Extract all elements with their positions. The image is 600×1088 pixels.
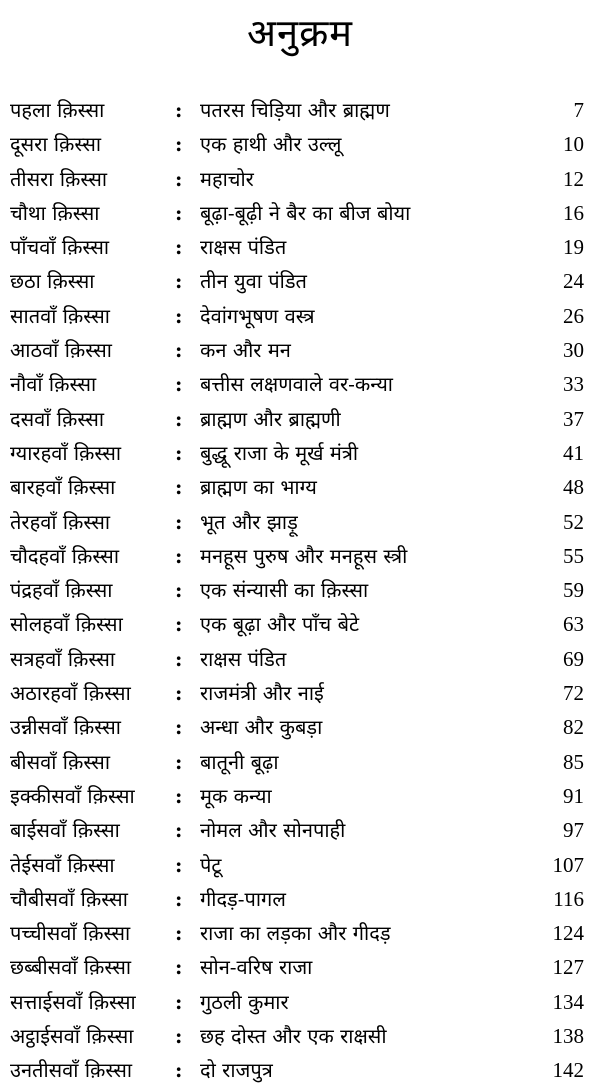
toc-entry-label: पाँचवाँ क़िस्सा [10, 235, 110, 260]
toc-entry-label: नौवाँ क़िस्सा [10, 372, 97, 397]
toc-entry [0, 916, 600, 950]
toc-entry-page-number: 124 [552, 921, 584, 946]
toc-entry-label: चौबीसवाँ क़िस्सा [10, 886, 128, 911]
toc-entry-label: पच्चीसवाँ क़िस्सा [10, 921, 131, 946]
toc-entry-separator: : [175, 338, 183, 363]
toc-entry [0, 882, 600, 916]
toc-entry-title: बुद्धू राजा के मूर्ख मंत्री [200, 440, 359, 465]
toc-entry-label: सोलहवाँ क़िस्सा [10, 612, 123, 637]
toc-entry-title: नोमल और सोनपाही [200, 818, 346, 843]
toc-entry-label: सत्ताईसवाँ क़िस्सा [10, 989, 136, 1014]
toc-entry-separator: : [175, 681, 183, 706]
toc-entry [0, 710, 600, 744]
toc-entry-label: दसवाँ क़िस्सा [10, 406, 105, 431]
toc-entry [0, 676, 600, 710]
toc-entry-title: एक बूढ़ा और पाँच बेटे [200, 612, 360, 637]
toc-entry-label: सत्रहवाँ क़िस्सा [10, 646, 116, 671]
toc-entry [0, 745, 600, 779]
toc-entry-page-number: 37 [563, 406, 584, 431]
toc-entry [0, 264, 600, 298]
toc-entry-title: राजा का लड़का और गीदड़ [200, 921, 391, 946]
toc-entry-title: सोन-वरिष राजा [200, 955, 313, 980]
toc-entry-page-number: 91 [563, 783, 584, 808]
toc-entry-separator: : [175, 98, 183, 122]
toc-entry-title: गुठली कुमार [200, 989, 289, 1014]
toc-entry-label: बारहवाँ क़िस्सा [10, 475, 116, 500]
toc-entry-separator: : [175, 818, 183, 843]
toc-entry [0, 93, 600, 127]
toc-entry [0, 1053, 600, 1087]
toc-entry-separator: : [175, 612, 183, 637]
toc-entry [0, 196, 600, 230]
toc-entry-title: राक्षस पंडित [200, 235, 287, 260]
toc-entry-page-number: 85 [563, 749, 584, 774]
toc-entry-separator: : [175, 372, 183, 397]
toc-entry [0, 162, 600, 196]
toc-entry [0, 367, 600, 401]
toc-entry-separator: : [175, 132, 183, 157]
toc-entry-page-number: 134 [552, 989, 584, 1014]
toc-entry-separator: : [175, 406, 183, 431]
toc-entry-separator: : [175, 1058, 183, 1083]
toc-entry-title: एक संन्यासी का क़िस्सा [200, 578, 369, 603]
toc-entry-title: अन्धा और कुबड़ा [200, 715, 323, 740]
toc-entry-label: तेरहवाँ क़िस्सा [10, 509, 111, 534]
toc-entry-page-number: 48 [563, 475, 584, 500]
toc-entry-page-number: 72 [563, 681, 584, 706]
toc-entry-label: चौथा क़िस्सा [10, 200, 100, 225]
toc-entry-separator: : [175, 578, 183, 603]
toc-entry [0, 127, 600, 161]
toc-entry-label: छठा क़िस्सा [10, 269, 95, 294]
toc-entry-title: देवांगभूषण वस्त्र [200, 303, 315, 328]
toc-entry [0, 642, 600, 676]
toc-entry-page-number: 33 [563, 372, 584, 397]
toc-entry-separator: : [175, 166, 183, 191]
toc-entry-separator: : [175, 715, 183, 740]
toc-entry-page-number: 30 [563, 338, 584, 363]
toc-entry [0, 333, 600, 367]
toc-entry [0, 985, 600, 1019]
toc-entry-label: उनतीसवाँ क़िस्सा [10, 1058, 133, 1083]
toc-entry-title: ब्राह्मण का भाग्य [200, 475, 317, 500]
toc-entry-label: दूसरा क़िस्सा [10, 132, 102, 157]
toc-entry-page-number: 52 [563, 509, 584, 534]
toc-entry-title: मनहूस पुरुष और मनहूस स्त्री [200, 543, 408, 568]
toc-entry-page-number: 138 [552, 1024, 584, 1049]
table-of-contents [0, 93, 600, 1088]
toc-entry-separator: : [175, 921, 183, 946]
toc-entry-label: छब्बीसवाँ क़िस्सा [10, 955, 132, 980]
toc-entry [0, 848, 600, 882]
toc-entry-label: अठारहवाँ क़िस्सा [10, 681, 131, 706]
toc-entry-title: बातूनी बूढ़ा [200, 749, 279, 774]
toc-entry-label: इक्कीसवाँ क़िस्सा [10, 783, 135, 808]
toc-entry-separator: : [175, 1024, 183, 1049]
toc-entry-separator: : [175, 303, 183, 328]
toc-entry-title: पतरस चिड़िया और ब्राह्मण [200, 98, 390, 122]
toc-entry-page-number: 26 [563, 303, 584, 328]
toc-entry-label: बीसवाँ क़िस्सा [10, 749, 110, 774]
toc-entry-separator: : [175, 235, 183, 260]
toc-entry-label: तीसरा क़िस्सा [10, 166, 108, 191]
toc-entry-page-number: 12 [563, 166, 584, 191]
toc-entry-page-number: 59 [563, 578, 584, 603]
toc-entry-label: अट्ठाईसवाँ क़िस्सा [10, 1024, 134, 1049]
page-title: अनुक्रम [246, 11, 354, 55]
toc-entry-title: राक्षस पंडित [200, 646, 287, 671]
toc-entry-title: गीदड़-पागल [200, 886, 286, 911]
toc-entry-page-number: 97 [563, 818, 584, 843]
toc-entry-title: महाचोर [200, 166, 254, 191]
toc-entry-title: राजमंत्री और नाई [200, 681, 324, 706]
toc-entry-title: एक हाथी और उल्लू [200, 132, 342, 157]
toc-entry-page-number: 16 [563, 200, 584, 225]
toc-entry-title: तीन युवा पंडित [200, 269, 307, 294]
toc-entry-title: मूक कन्या [200, 783, 272, 808]
toc-entry-label: पंद्रहवाँ क़िस्सा [10, 578, 113, 603]
toc-entry-page-number: 7 [573, 98, 584, 122]
toc-entry-title: बत्तीस लक्षणवाले वर-कन्या [200, 372, 393, 397]
toc-entry-page-number: 55 [563, 543, 584, 568]
toc-entry-separator: : [175, 440, 183, 465]
toc-entry-page-number: 10 [563, 132, 584, 157]
toc-entry-separator: : [175, 852, 183, 877]
toc-entry [0, 607, 600, 641]
toc-entry-label: चौदहवाँ क़िस्सा [10, 543, 119, 568]
toc-entry [0, 539, 600, 573]
toc-entry [0, 779, 600, 813]
toc-entry-separator: : [175, 989, 183, 1014]
toc-entry [0, 950, 600, 984]
toc-entry-page-number: 116 [553, 886, 584, 911]
toc-entry [0, 1019, 600, 1053]
toc-entry-label: ग्यारहवाँ क़िस्सा [10, 440, 122, 465]
toc-entry-page-number: 24 [563, 269, 584, 294]
toc-entry [0, 505, 600, 539]
toc-entry-label: सातवाँ क़िस्सा [10, 303, 110, 328]
toc-entry [0, 230, 600, 264]
toc-entry-page-number: 127 [552, 955, 584, 980]
toc-entry-title: छह दोस्त और एक राक्षसी [200, 1024, 387, 1049]
toc-entry-title: पेटू [200, 852, 222, 877]
toc-entry-separator: : [175, 543, 183, 568]
toc-entry-title: दो राजपुत्र [200, 1058, 273, 1083]
toc-entry-separator: : [175, 646, 183, 671]
toc-entry-page-number: 142 [552, 1058, 584, 1083]
toc-entry-title: बूढ़ा-बूढ़ी ने बैर का बीज बोया [200, 200, 411, 225]
toc-entry-separator: : [175, 955, 183, 980]
toc-entry [0, 813, 600, 847]
toc-entry-label: बाईसवाँ क़िस्सा [10, 818, 120, 843]
toc-entry [0, 299, 600, 333]
toc-entry-page-number: 41 [563, 440, 584, 465]
toc-entry-separator: : [175, 749, 183, 774]
toc-entry-separator: : [175, 200, 183, 225]
toc-entry-title: भूत और झाड़ू [200, 509, 298, 534]
toc-entry [0, 573, 600, 607]
toc-entry-page-number: 69 [563, 646, 584, 671]
toc-entry-page-number: 19 [563, 235, 584, 260]
toc-entry-separator: : [175, 783, 183, 808]
toc-entry-page-number: 63 [563, 612, 584, 637]
toc-entry [0, 402, 600, 436]
toc-entry-label: उन्नीसवाँ क़िस्सा [10, 715, 121, 740]
toc-entry-label: पहला क़िस्सा [10, 98, 105, 122]
toc-entry-page-number: 107 [552, 852, 584, 877]
toc-entry-label: आठवाँ क़िस्सा [10, 338, 112, 363]
toc-entry-separator: : [175, 509, 183, 534]
toc-entry-page-number: 82 [563, 715, 584, 740]
toc-entry [0, 436, 600, 470]
toc-entry-title: कन और मन [200, 338, 291, 363]
toc-entry-separator: : [175, 886, 183, 911]
toc-entry-separator: : [175, 475, 183, 500]
toc-entry-label: तेईसवाँ क़िस्सा [10, 852, 115, 877]
toc-entry-separator: : [175, 269, 183, 294]
toc-entry [0, 470, 600, 504]
toc-entry-title: ब्राह्मण और ब्राह्मणी [200, 406, 341, 431]
